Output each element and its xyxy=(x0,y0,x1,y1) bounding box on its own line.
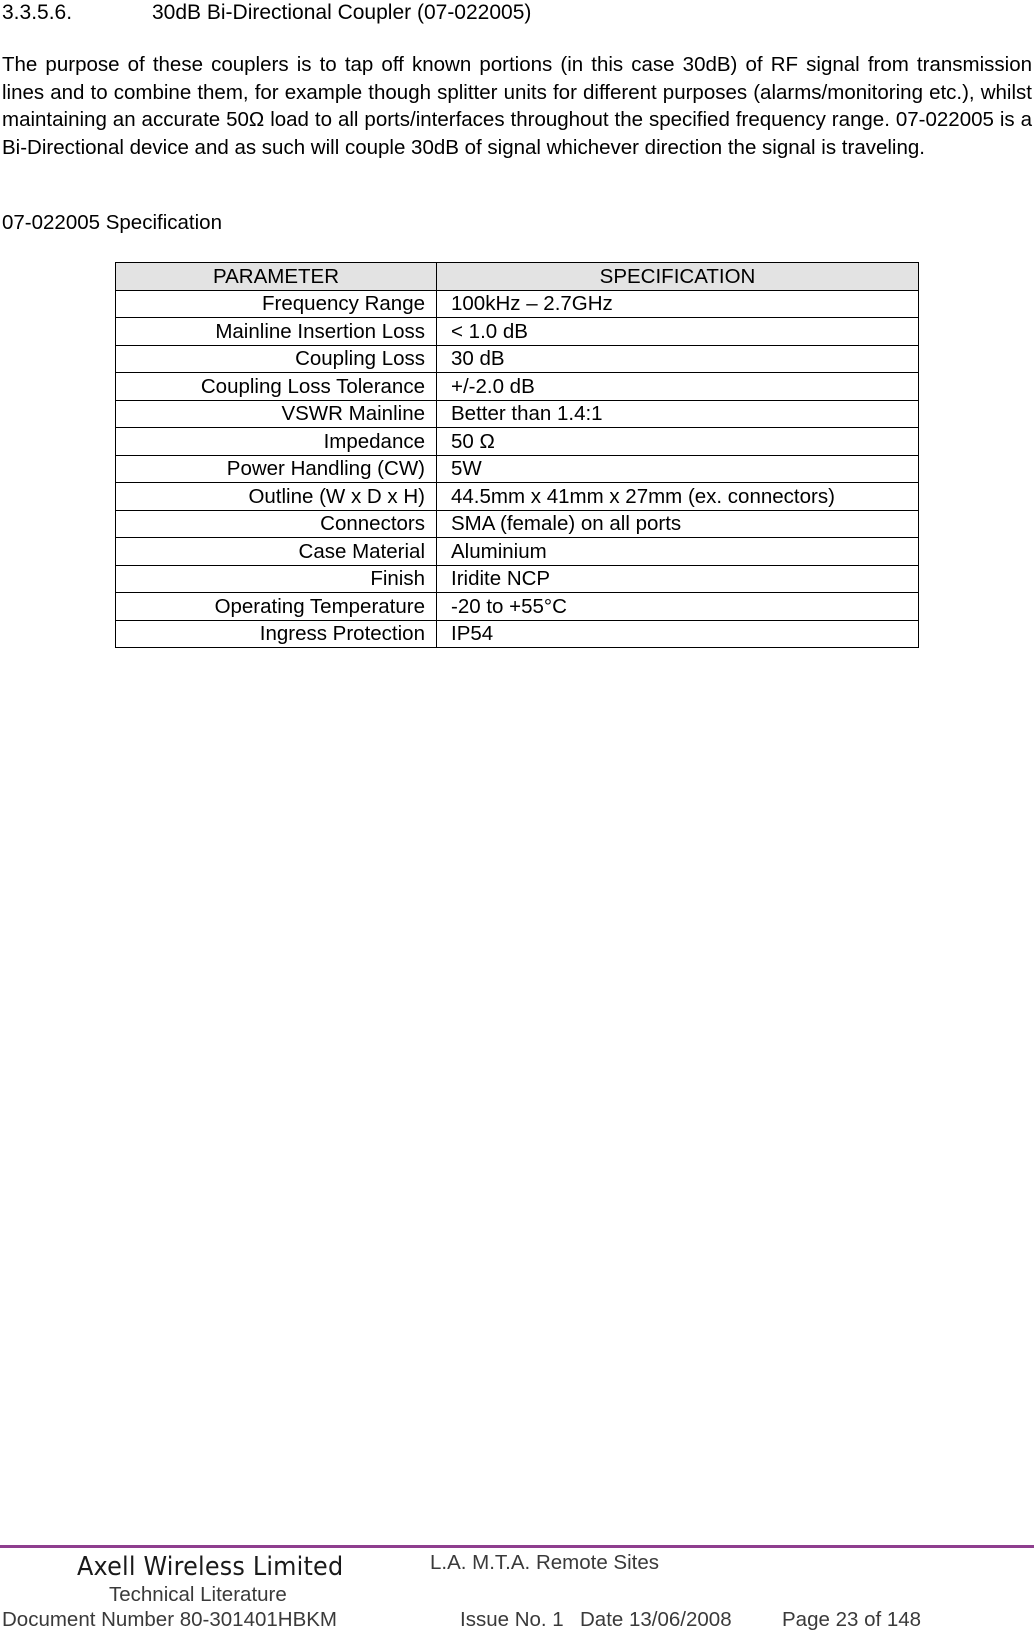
table-row xyxy=(116,538,919,566)
param-cell: Case Material xyxy=(116,538,437,566)
table-row xyxy=(116,290,919,318)
param-cell: Coupling Loss Tolerance xyxy=(116,373,437,401)
value-cell: < 1.0 dB xyxy=(437,318,919,346)
table-row xyxy=(116,510,919,538)
footer-divider xyxy=(0,1545,1034,1548)
value-cell: -20 to +55°C xyxy=(437,593,919,621)
table-header-row xyxy=(116,263,919,291)
description-paragraph: The purpose of these couplers is to tap off known portions (in this case 30dB) of RF signal from transmission lines and to combine them, for example though splitter units for different purposes (alarms/monitoring etc.), whilst maintaining an accurate 50Ω load to all ports/interfaces throughout the specified frequency range. 07-022005 is a Bi-Directional device and as such will couple 30dB of signal whichever direction the signal is traveling. xyxy=(2,53,1032,159)
table-row xyxy=(116,593,919,621)
param-cell: Mainline Insertion Loss xyxy=(116,318,437,346)
specification-caption: 07-022005 Specification xyxy=(2,211,222,234)
section-heading xyxy=(2,0,531,26)
table-row xyxy=(116,373,919,401)
param-cell: Impedance xyxy=(116,428,437,456)
param-cell: Operating Temperature xyxy=(116,593,437,621)
table-row xyxy=(116,620,919,648)
value-cell: Aluminium xyxy=(437,538,919,566)
footer-date: Date 13/06/2008 xyxy=(580,1608,732,1631)
value-cell: Better than 1.4:1 xyxy=(437,400,919,428)
param-cell: Frequency Range xyxy=(116,290,437,318)
table-row xyxy=(116,483,919,511)
table-row xyxy=(116,400,919,428)
param-cell: VSWR Mainline xyxy=(116,400,437,428)
param-cell: Power Handling (CW) xyxy=(116,455,437,483)
value-cell: SMA (female) on all ports xyxy=(437,510,919,538)
value-cell: +/-2.0 dB xyxy=(437,373,919,401)
value-cell: 5W xyxy=(437,455,919,483)
section-title: 30dB Bi-Directional Coupler (07-022005) xyxy=(152,1,532,24)
footer-issue: Issue No. 1 xyxy=(460,1608,564,1631)
param-cell: Finish xyxy=(116,565,437,593)
table-row xyxy=(116,565,919,593)
param-cell: Ingress Protection xyxy=(116,620,437,648)
value-cell: Iridite NCP xyxy=(437,565,919,593)
header-specification: SPECIFICATION xyxy=(437,263,919,291)
value-cell: 30 dB xyxy=(437,345,919,373)
header-parameter: PARAMETER xyxy=(116,263,437,291)
table-row xyxy=(116,345,919,373)
footer-page-number: Page 23 of 148 xyxy=(782,1608,922,1631)
table-row xyxy=(116,428,919,456)
value-cell: 50 Ω xyxy=(437,428,919,456)
footer-literature-label: Technical Literature xyxy=(109,1583,287,1606)
specification-table xyxy=(115,262,919,648)
param-cell: Connectors xyxy=(116,510,437,538)
section-number: 3.3.5.6. xyxy=(2,1,73,24)
footer-document-number: Document Number 80-301401HBKM xyxy=(2,1608,337,1631)
param-cell: Outline (W x D x H) xyxy=(116,483,437,511)
value-cell: 100kHz – 2.7GHz xyxy=(437,290,919,318)
table-row xyxy=(116,455,919,483)
footer-company-name: Axell Wireless Limited xyxy=(77,1552,344,1582)
footer-site-name: L.A. M.T.A. Remote Sites xyxy=(430,1551,659,1574)
value-cell: 44.5mm x 41mm x 27mm (ex. connectors) xyxy=(437,483,919,511)
value-cell: IP54 xyxy=(437,620,919,648)
table-row xyxy=(116,318,919,346)
param-cell: Coupling Loss xyxy=(116,345,437,373)
